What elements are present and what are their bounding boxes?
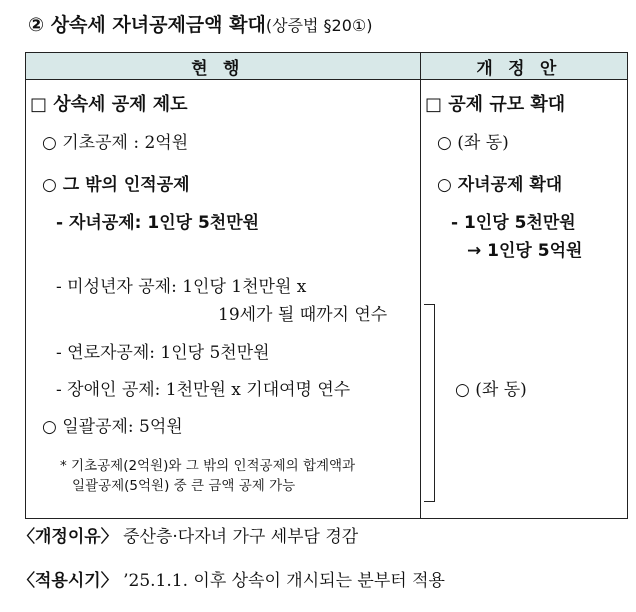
child-expansion-heading: ○ 자녀공제 확대 [437,175,563,195]
disabled-deduction: - 장애인 공제: 1천만원 x 기대여명 연수 [56,380,351,400]
lump-sum-deduction: ○ 일괄공제: 5억원 [42,417,183,437]
revised-same-2: ○ (좌 동) [455,380,527,400]
reason-line [18,522,358,547]
note-line1: * 기초공제(2억원)와 그 밖의 인적공제의 합계액과 [60,458,356,474]
other-personal-deduction: ○ 그 밖의 인적공제 [42,175,190,195]
range-bracket [424,304,435,502]
title-ref: (상증법 §20①) [265,16,373,35]
section-title [28,10,372,37]
minor-deduction-line2: 19세가 될 때까지 연수 [218,305,388,325]
revised-heading: □ 공제 규모 확대 [425,94,566,115]
minor-deduction-line1: - 미성년자 공제: 1인당 1천만원 x [56,277,307,297]
effective-tag: 〈적용시기〉 [18,571,118,591]
title-main: ② 상속세 자녀공제금액 확대 [28,14,266,36]
comparison-table [25,52,628,519]
basic-deduction: ○ 기초공제 : 2억원 [42,133,189,153]
current-heading: □ 상속세 공제 제도 [30,94,188,115]
header-current: 현행 [26,53,421,80]
child-amount-to: → 1인당 5억원 [467,241,583,261]
current-column [26,80,421,519]
effective-line [18,566,445,591]
child-amount-from: - 1인당 5천만원 [451,213,576,233]
reason-text: 중산층·다자녀 가구 세부담 경감 [123,527,359,547]
revised-column [421,80,628,519]
header-revised: 개정안 [421,53,628,80]
elderly-deduction: - 연로자공제: 1인당 5천만원 [56,343,270,363]
effective-text: ’25.1.1. 이후 상속이 개시되는 분부터 적용 [123,571,445,591]
child-deduction: - 자녀공제: 1인당 5천만원 [56,213,260,233]
note-line2: 일괄공제(5억원) 중 큰 금액 공제 가능 [72,478,296,494]
revised-same-1: ○ (좌 동) [437,133,509,153]
reason-tag: 〈개정이유〉 [18,527,118,547]
